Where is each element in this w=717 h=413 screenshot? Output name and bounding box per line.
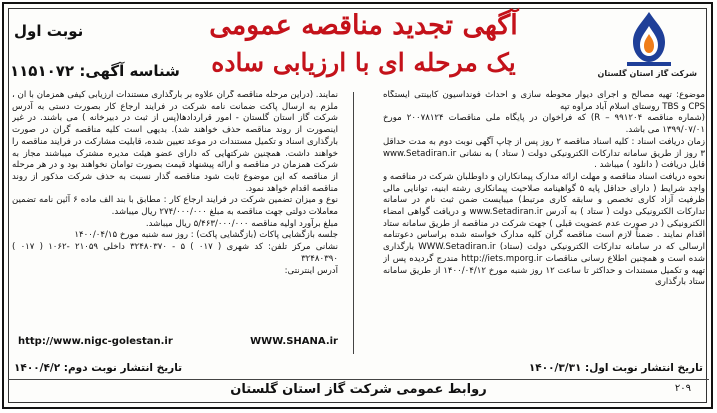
guarantee-paragraph: نوع و میزان تضمین شرکت در فرایند ارجاع کار : مطابق با بند الف ماده ۶ آئین نامه تضمین معاملات دولتی جهت مناقصه به مبلغ ۲۷۴/۰۰۰/۰۰۰ ریال میباشد.	[12, 195, 338, 218]
second-publish-date: تاریخ انتشار نوبت دوم: ۱۴۰۰/۴/۲	[14, 362, 183, 374]
column-divider	[353, 92, 354, 354]
first-publish-date: تاریخ انتشار نوبت اول: ۱۴۰۰/۳/۳۱	[528, 362, 703, 374]
ad-code: ۲۰۹	[674, 383, 691, 394]
ad-id: شناسه آگهی: ۱۱۵۱۰۷۲	[10, 62, 180, 80]
ad-subtitle: یک مرحله ای با ارزیابی ساده	[211, 48, 516, 77]
opening-session-paragraph: جلسه بازگشایی پاکات (بازگشایی پاکت) : روز سه شنبه مورخ ۱۴۰۰/۰۴/۱۵	[74, 230, 338, 241]
company-logo	[597, 8, 697, 90]
publication-round: نوبت اول	[14, 22, 84, 40]
document-time-paragraph: زمان دریافت اسناد : کلیه اسناد مناقصه ۲ روز پس از چاپ آگهی نوبت دوم به مدت حداقل ۳ روز از طریق سامانه تدارکات الکترونیکی دولت ( ستاد ) به نشانی www.Setadiran.ir قابل دریافت ( دانلود ) میباشد .	[383, 136, 705, 171]
logo-caption: شرکت گاز استان گلستان	[597, 69, 697, 78]
right-column-text	[383, 90, 705, 348]
continuation-paragraph: نمایند. (دراین مرحله مناقصه گران علاوه بر بارگذاری مستندات ارزیابی کیفی همزمان با آن ، ملزم به ارسال پاکت ضمانت نامه شرکت در فرایند ارجاع کار بصورت دستی به آدرس شرکت گاز استان گلستان - امور قراردادها(پس از ثبت در دبیرخانه ) می باشند. در غیر اینصورت از روند مناقصه حذف خواهند شد). بدیهی است کلیه مناقصه گران در صورت بارگذاری اسناد و تکمیل مستندات در موعد تعیین شده، قابلیت مشارکت در فرایند مناقصه را خواهند داشت. همچنین شرکتهایی که دارای عضو هیئت مدیره مشترک میباشند مجاز به شرکت همزمان در مناقصه و ارائه پیشنهاد قیمت بصورت توامان نخواهند بود و در هر مرحله از مناقصه که این موضوع ثابت شود مناقصه گذار نسبت به حذف شرکت مذکور از روند مناقصه اقدام خواهد نمود.	[12, 90, 338, 194]
left-column-text	[12, 90, 338, 335]
websites-row	[18, 336, 338, 347]
tender-number-paragraph: (شماره مناقصه R – ۹۹۱۲۰۴) که فراخوان در پایگاه ملی مناقصات ۲۰۰۷۸۱۲۴ مورخ ۱۳۹۹/۰۷/۰۱ می باشد.	[383, 113, 705, 136]
company-website-link[interactable]: http://www.nigc-golestan.ir	[18, 336, 173, 347]
footer-divider	[8, 379, 709, 380]
submission-paragraph: نحوه دریافت اسناد مناقصه و مهلت ارائه مدارک پیمانکاران و داوطلبان شرکت در مناقصه و واجد شرایط ( دارای حداقل پایه ۵ گواهینامه صلاحیت پیمانکاری رشته ابنیه، توانایی مالی ظرفیت آزاد کاری تخصص و سابقه کاری مرتبط) میبایست ضمن ثبت نام در سامانه تدارکات الکترونیکی دولت ( ستاد ) به آدرس www.Setadiran.ir و دریافت گواهی امضاء الکترونیکی ( در صورت عدم عضویت قبلی ) جهت شرکت در مناقصه از طریق سامانه ستاد اقدام نمایند . ضمناً لازم است مناقصه گران کلیه مدارک خواسته شده براساس دعوتنامه ارسالی که در سامانه تدارکات الکترونیکی دولت (ستاد) WWW.Setadiran.ir بارگذاری شده است و همچنین اطلاع رسانی مناقصات http://iets.mporg.ir مندرج گردیده پس از تهیه و تکمیل مستندات و حداکثر تا ساعت ۱۲ روز شنبه مورخ ۱۴۰۰/۰۴/۱۲ از طریق سامانه ستاد بارگذاری	[383, 171, 705, 288]
gas-company-logo-icon	[619, 8, 679, 68]
website-label: آدرس اینترنتی:	[284, 265, 338, 276]
estimate-paragraph: مبلغ برآورد اولیه مناقصه ۵/۴۶۳/۰۰۰/۰۰۰ ریال میباشد.	[145, 218, 338, 229]
shana-website-link[interactable]: WWW.SHANA.ir	[250, 336, 338, 347]
subject-paragraph: موضوع: تهیه مصالح و اجرای دیوار محوطه سازی و احداث فونداسیون کابینتی ایستگاه CPS و TBS روستای اسلام آباد مراوه تپه	[383, 90, 705, 112]
public-relations-footer: روابط عمومی شرکت گاز استان گلستان	[230, 382, 487, 397]
ad-title: آگهی تجدید مناقصه عمومی	[209, 10, 518, 41]
contact-paragraph: نشانی مرکز تلفن: کد شهری ( ۰۱۷ ) ۵ - ۳۲۴۸۰۳۷۰ داخلی ۲۱۰۵۹ -۱۰۶۲ ( ۰۱۷ ) ۳۲۴۸۰۳۹۰	[12, 242, 338, 264]
